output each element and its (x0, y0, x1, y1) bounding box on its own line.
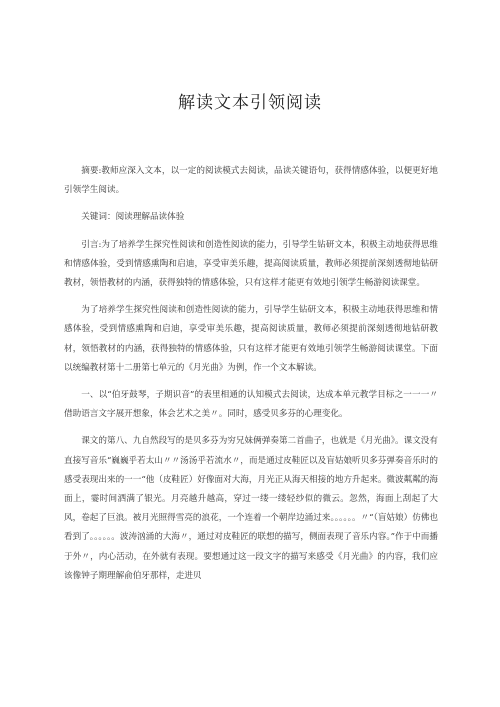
abstract-paragraph (64, 162, 438, 200)
body-paragraph-1: 为了培养学生探究性阅读和创造性阅读的能力，引导学生钻研文本，积极主动地获得思维和情感体验，受到情感熏陶和启迪，享受审美乐趣，提高阅读质量，教师必须提前深刻透彻地钻研教材，领悟教材的内涵，获得独特的情感体验，只有这样才能更有效地引领学生畅游阅读课堂。下面以统编教材第十二册第七单元的《月光曲》为例，作一个文本解读。 (64, 305, 438, 373)
intro-label: 引言: (81, 239, 102, 250)
intro-text: 为了培养学生探究性阅读和创造性阅读的能力，引导学生钻研文本，积极主动地获得思维和情感体验，受到情感熏陶和启迪，享受审美乐趣，提高阅读质量，教师必须提前深刻透彻地钻研教材，领悟教材的内涵，获得独特的情感体验，只有这样才能更有效地引领学生畅游阅读课堂。 (64, 239, 438, 289)
document-title: 解读文本引领阅读 (178, 93, 322, 113)
keywords-paragraph (64, 208, 438, 227)
keywords-label: 关键词： (81, 212, 116, 223)
document-body (64, 162, 438, 594)
body-paragraph-3: 课文的第八、九自然段写的是贝多芬为穷兄妹俩弹奏第二首曲子，也就是《月光曲》。课文没有直接写音乐“巍巍乎若太山〃〃汤汤乎若流水〃，而是通过皮鞋匠以及盲姑娘听贝多芬弹奏音乐时的感受表现出来的一一“他（皮鞋匠）好像面对大海，月光正从海天相接的地方升起来。微波粼粼的海面上，霎时间洒满了银光。月亮越升越高，穿过一缕一缕轻纱似的微云。忽然，海面上刮起了大风，卷起了巨浪。被月光照得雪亮的浪花，一个连着一个朝岸边涌过来。。。。。。〃“（盲姑娘）仿佛也看到了。。。。。。波涛汹涌的大海〃，通过对皮鞋匠的联想的描写，侧面表现了音乐内容。”作于中而播于外〃，内心活动，在外就有表现。要想通过这一段文字的描写来感受《月光曲》的内容，我们应该像钟子期理解俞伯牙那样，走进贝 (64, 436, 438, 581)
intro-paragraph (64, 236, 438, 294)
abstract-label: 摘要: (81, 166, 102, 176)
body-paragraph-2: 一、以“伯牙鼓琴，子期识音”的表里相通的认知模式去阅读，达成本单元教学目标之一一一〃借助语言文字展开想象，体会艺术之美〃。同时，感受贝多芬的心理变化。 (64, 390, 438, 420)
keywords-text: 阅读理解品读体验 (115, 212, 185, 223)
abstract-text: 教师应深入文本，以一定的阅读模式去阅读，品读关键语句，获得情感体验，以便更好地引领学生阅读。 (64, 166, 438, 196)
